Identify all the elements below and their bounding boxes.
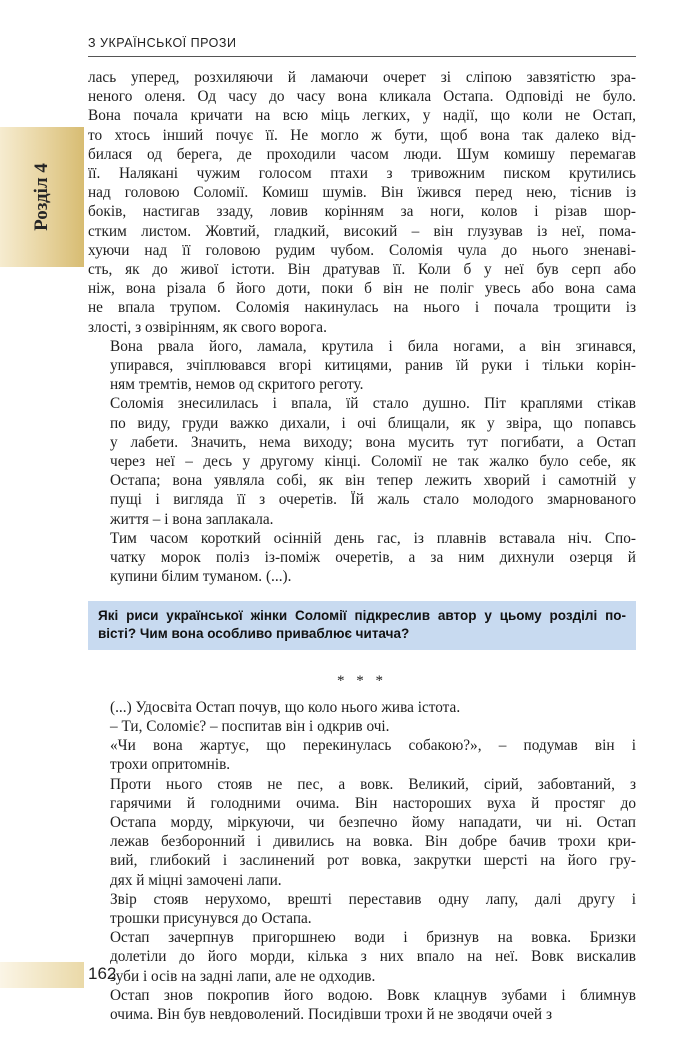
text-line: хуючи над її головою рудим чубом. Соломія чула до нього зненаві-: [88, 241, 636, 259]
page-number: 162: [88, 964, 117, 983]
text-line: по виду, груди важко дихали, і очі блищали, як у звіра, що попавсь: [110, 414, 636, 432]
running-header: З УКРАЇНСЬКОЇ ПРОЗИ: [88, 36, 237, 50]
question-line: Які риси української жінки Соломії підкреслив автор у цьому розділі по-: [98, 608, 626, 624]
body-text: [88, 68, 636, 1024]
paragraph: [88, 68, 636, 337]
text-line: – Ти, Соломіє? – поспитав він і одкрив очі.: [110, 717, 390, 735]
text-line: долетіли до його морди, кілька з них впало на неї. Вовк вискалив: [110, 948, 636, 966]
text-line: Остап знов покропив його водою. Вовк клацнув зубами і блимнув: [110, 986, 636, 1004]
text-line: «Чи вона жартує, що перекинулась собакою?», – подумав він і: [110, 737, 636, 755]
story-part-1: [88, 68, 636, 586]
text-line: упирався, зчіплювався вгорі китицями, ранив їй руки і тільки корін-: [110, 357, 636, 375]
text-line: неного оленя. Од часу до часу вона кликала Остапа. Одповіді не було.: [88, 88, 636, 106]
question-box: [88, 601, 636, 650]
text-line: то хтось інший почує її. Не могло ж бути, щоб вона так далеко від-: [88, 126, 636, 144]
text-line: Остапа морду, міркуючи, чи безпечно йому нападати, чи ні. Остап: [110, 813, 636, 831]
paragraph: [88, 717, 636, 736]
text-line: купини білим туманом. (...).: [110, 568, 292, 586]
text-line: Остапа; вона уявляла собі, як він тепер лежить хворий і самотній у: [110, 472, 636, 490]
section-separator: * * *: [337, 673, 387, 690]
text-line: зуби і осів на задні лапи, але не одходив.: [110, 967, 376, 985]
text-line: у лабети. Значить, нема виходу; вона мусить тут погибати, а Остап: [110, 433, 636, 451]
text-line: лежав безборонний і дивились на вовка. Він добре бачив трохи кри-: [110, 833, 636, 851]
text-line: Вона рвала його, ламала, крутила і била ногами, а він згинався,: [110, 337, 636, 355]
paragraph: [88, 890, 636, 928]
text-line: трохи опритомнів.: [110, 756, 231, 774]
text-line: чатку морок поліз із-поміж очеретів, а за ним дихнули озерця й: [110, 549, 636, 567]
chapter-label: Розділ 4: [31, 163, 52, 231]
text-line: (...) Удосвіта Остап почув, що коло нього жива істота.: [110, 698, 461, 716]
text-line: пущі і вигляда її з очеретів. Їй жаль стало молодого змарнованого: [110, 491, 636, 509]
paragraph: [88, 736, 636, 774]
text-line: Вона почала кричати на всю міць легких, у надії, що коли не Остап,: [88, 107, 636, 125]
paragraph: [88, 775, 636, 890]
text-line: її. Налякані чужим голосом птахи з тривожним писком крутились: [88, 165, 636, 183]
text-line: ням тремтів, немов од скритого реготу.: [110, 376, 364, 394]
question-line: вісті? Чим вона особливо приваблює читача?: [98, 626, 410, 642]
paragraph: [88, 394, 636, 528]
paragraph: [88, 529, 636, 587]
text-line: гарячими й голодними очима. Він настороших вуха й простяг до: [110, 794, 636, 812]
text-line: трошки присунувся до Остапа.: [110, 909, 312, 927]
text-line: билася од берега, де проходили часом люди. Шум комишу перемагав: [88, 145, 636, 163]
text-line: життя – і вона заплакала.: [110, 510, 274, 528]
text-line: лась уперед, розхиляючи й ламаючи очерет зі сліпою завзятістю зра-: [88, 69, 636, 86]
paragraph: [88, 337, 636, 395]
text-line: через неї – десь у другому кінці. Соломії не так жалко було себе, як: [110, 453, 636, 471]
header-divider: [88, 56, 636, 57]
paragraph: [88, 986, 636, 1024]
paragraph: [88, 928, 636, 986]
text-line: Звір стояв нерухомо, врешті переставив одну лапу, далі другу і: [110, 890, 636, 908]
question-text: [98, 607, 626, 643]
text-line: дях й міцні замочені лапи.: [110, 871, 282, 889]
text-line: стким листом. Жовтий, гладкий, високий – він глузував із неї, пома-: [88, 222, 636, 240]
text-line: над головою Соломії. Комиш шумів. Він їжився перед нею, тіснив із: [88, 184, 636, 202]
text-line: Соломія знесилилась і впала, їй стало душно. Піт краплями стікав: [110, 395, 636, 413]
text-line: сть, як до живої істоти. Він дратував її. Коли б у неї був серп або: [88, 261, 636, 279]
text-line: не впала трупом. Соломія накинулась на нього і почала трощити із: [88, 299, 636, 317]
page-number-band: [0, 962, 84, 988]
text-line: злості, з озвірінням, як свого ворога.: [88, 318, 327, 336]
text-line: Тим часом короткий осінній день гас, із плавнів вставала ніч. Спо-: [110, 529, 636, 547]
text-line: вий, глибокий і заслинений рот вовка, закрутки шерсті на його гру-: [110, 852, 636, 870]
story-part-2: [88, 698, 636, 1024]
text-line: боків, настигав ззаду, ловив корінням за ноги, колов і різав шор-: [88, 203, 636, 221]
paragraph: [88, 698, 636, 717]
chapter-side-tab: [0, 127, 84, 267]
text-line: Проти нього стояв не пес, а вовк. Великий, сірий, забовтаний, з: [110, 775, 636, 793]
text-line: очима. Він був невдоволений. Посидівши трохи й не зводячи очей з: [110, 1005, 552, 1023]
text-line: ніж, вона різала б його доти, поки б він не поліг увесь або вона сама: [88, 280, 636, 298]
text-line: Остап зачерпнув пригоршнею води і бризнув на вовка. Бризки: [110, 929, 636, 947]
